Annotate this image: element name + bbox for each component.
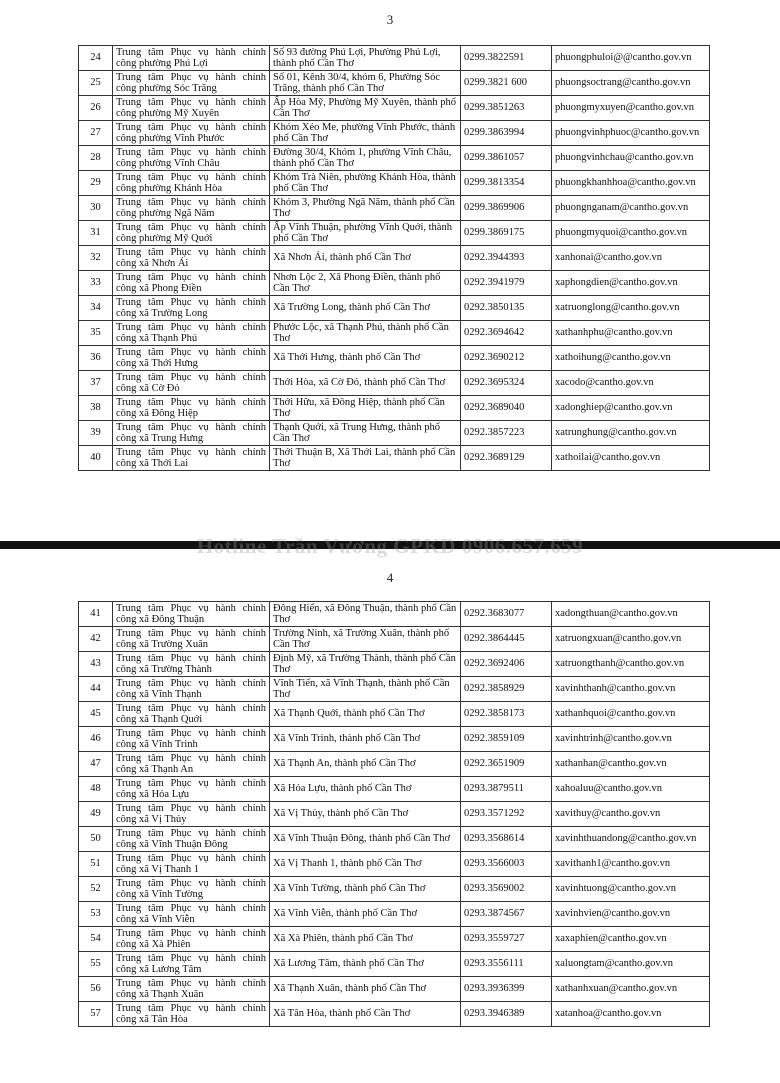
phone-number: 0293.3566003: [461, 852, 552, 877]
phone-number: 0299.3821 600: [461, 71, 552, 96]
phone-number: 0293.3556111: [461, 952, 552, 977]
row-number: 33: [79, 271, 113, 296]
table-row: [79, 446, 710, 471]
phone-number: 0293.3874567: [461, 902, 552, 927]
row-number: 26: [79, 96, 113, 121]
center-address: Khóm 3, Phường Ngã Năm, thành phố Cần Thơ: [270, 196, 461, 221]
row-number: 24: [79, 46, 113, 71]
center-address: Thạnh Quới, xã Trung Hưng, thành phố Cần Thơ: [270, 421, 461, 446]
row-number: 43: [79, 652, 113, 677]
email-address: phuongnganam@cantho.gov.vn: [552, 196, 710, 221]
phone-number: 0292.3850135: [461, 296, 552, 321]
row-number: 39: [79, 421, 113, 446]
center-address: Phước Lộc, xã Thạnh Phú, thành phố Cần Thơ: [270, 321, 461, 346]
center-address: Thới Thuận B, Xã Thới Lai, thành phố Cần Thơ: [270, 446, 461, 471]
table-row: [79, 827, 710, 852]
center-name: Trung tâm Phục vụ hành chính công xã Xà Phiên: [113, 927, 270, 952]
email-address: phuongvinhchau@cantho.gov.vn: [552, 146, 710, 171]
center-name: Trung tâm Phục vụ hành chính công xã Hỏa Lựu: [113, 777, 270, 802]
phone-number: 0292.3690212: [461, 346, 552, 371]
table-body: [79, 46, 710, 471]
page-number: 4: [386, 570, 394, 585]
phone-number: 0293.3571292: [461, 802, 552, 827]
center-name: Trung tâm Phục vụ hành chính công phường Khánh Hòa: [113, 171, 270, 196]
center-address: Xã Vĩnh Thuận Đông, thành phố Cần Thơ: [270, 827, 461, 852]
email-address: phuongvinhphuoc@cantho.gov.vn: [552, 121, 710, 146]
center-address: Số 01, Kênh 30/4, khóm 6, Phường Sóc Trăng, thành phố Cần Thơ: [270, 71, 461, 96]
center-name: Trung tâm Phục vụ hành chính công xã Thới Hưng: [113, 346, 270, 371]
center-address: Xã Vị Thanh 1, thành phố Cần Thơ: [270, 852, 461, 877]
center-name: Trung tâm Phục vụ hành chính công xã Vĩnh Viễn: [113, 902, 270, 927]
center-address: Khóm Trà Niên, phường Khánh Hòa, thành phố Cần Thơ: [270, 171, 461, 196]
table-row: [79, 221, 710, 246]
phone-number: 0293.3936399: [461, 977, 552, 1002]
center-address: Xã Vĩnh Tường, thành phố Cần Thơ: [270, 877, 461, 902]
center-address: Nhơn Lộc 2, Xã Phong Điền, thành phố Cần Thơ: [270, 271, 461, 296]
table-row: [79, 927, 710, 952]
center-name: Trung tâm Phục vụ hành chính công xã Trường Xuân: [113, 627, 270, 652]
center-name: Trung tâm Phục vụ hành chính công xã Vĩnh Thuận Đông: [113, 827, 270, 852]
email-address: phuongmyquoi@cantho.gov.vn: [552, 221, 710, 246]
table-row: [79, 396, 710, 421]
center-name: Trung tâm Phục vụ hành chính công xã Cờ Đỏ: [113, 371, 270, 396]
row-number: 40: [79, 446, 113, 471]
table-row: [79, 96, 710, 121]
email-address: xadongthuan@cantho.gov.vn: [552, 602, 710, 627]
email-address: xatruongxuan@cantho.gov.vn: [552, 627, 710, 652]
phone-number: 0292.3859109: [461, 727, 552, 752]
row-number: 32: [79, 246, 113, 271]
center-name: Trung tâm Phục vụ hành chính công phường Mỹ Xuyên: [113, 96, 270, 121]
email-address: phuongkhanhhoa@cantho.gov.vn: [552, 171, 710, 196]
row-number: 51: [79, 852, 113, 877]
center-name: Trung tâm Phục vụ hành chính công xã Vĩnh Tường: [113, 877, 270, 902]
center-address: Xã Tân Hòa, thành phố Cần Thơ: [270, 1002, 461, 1027]
center-name: Trung tâm Phục vụ hành chính công xã Phong Điền: [113, 271, 270, 296]
row-number: 47: [79, 752, 113, 777]
phone-number: 0299.3822591: [461, 46, 552, 71]
table-row: [79, 121, 710, 146]
email-address: xathanhan@cantho.gov.vn: [552, 752, 710, 777]
phone-number: 0293.3568614: [461, 827, 552, 852]
center-address: Xã Trường Long, thành phố Cần Thơ: [270, 296, 461, 321]
phone-number: 0292.3695324: [461, 371, 552, 396]
center-name: Trung tâm Phục vụ hành chính công phường Vĩnh Châu: [113, 146, 270, 171]
table-row: [79, 902, 710, 927]
email-address: xacodo@cantho.gov.vn: [552, 371, 710, 396]
phone-number: 0299.3861057: [461, 146, 552, 171]
table-row: [79, 727, 710, 752]
phone-number: 0292.3692406: [461, 652, 552, 677]
row-number: 57: [79, 1002, 113, 1027]
center-address: Xã Lương Tâm, thành phố Cần Thơ: [270, 952, 461, 977]
email-address: phuongphuloi@@cantho.gov.vn: [552, 46, 710, 71]
document-page-3: [0, 0, 780, 536]
center-name: Trung tâm Phục vụ hành chính công phường Sóc Trăng: [113, 71, 270, 96]
table-row: [79, 977, 710, 1002]
center-address: Vĩnh Tiến, xã Vĩnh Thạnh, thành phố Cần Thơ: [270, 677, 461, 702]
center-name: Trung tâm Phục vụ hành chính công xã Thạnh Phú: [113, 321, 270, 346]
phone-number: 0292.3857223: [461, 421, 552, 446]
email-address: xavinhvien@cantho.gov.vn: [552, 902, 710, 927]
phone-number: 0292.3944393: [461, 246, 552, 271]
row-number: 52: [79, 877, 113, 902]
center-name: Trung tâm Phục vụ hành chính công phường Phú Lợi: [113, 46, 270, 71]
row-number: 42: [79, 627, 113, 652]
page-number: 3: [386, 12, 394, 27]
email-address: xaluongtam@cantho.gov.vn: [552, 952, 710, 977]
table-row: [79, 271, 710, 296]
center-name: Trung tâm Phục vụ hành chính công xã Thạnh Quới: [113, 702, 270, 727]
phone-number: 0299.3851263: [461, 96, 552, 121]
phone-number: 0292.3689129: [461, 446, 552, 471]
phone-number: 0293.3559727: [461, 927, 552, 952]
center-name: Trung tâm Phục vụ hành chính công xã Vĩnh Thạnh: [113, 677, 270, 702]
row-number: 37: [79, 371, 113, 396]
center-address: Xã Vĩnh Viễn, thành phố Cần Thơ: [270, 902, 461, 927]
row-number: 31: [79, 221, 113, 246]
phone-number: 0293.3946389: [461, 1002, 552, 1027]
center-name: Trung tâm Phục vụ hành chính công xã Vị Thanh 1: [113, 852, 270, 877]
center-address: Xã Thạnh Xuân, thành phố Cần Thơ: [270, 977, 461, 1002]
service-center-table: [78, 45, 710, 471]
row-number: 48: [79, 777, 113, 802]
phone-number: 0299.3869175: [461, 221, 552, 246]
email-address: xavinhtrinh@cantho.gov.vn: [552, 727, 710, 752]
table-row: [79, 852, 710, 877]
email-address: xaxaphien@cantho.gov.vn: [552, 927, 710, 952]
table-row: [79, 46, 710, 71]
center-address: Xã Thới Hưng, thành phố Cần Thơ: [270, 346, 461, 371]
center-name: Trung tâm Phục vụ hành chính công xã Trường Long: [113, 296, 270, 321]
email-address: xathanhxuan@cantho.gov.vn: [552, 977, 710, 1002]
email-address: xathanhquoi@cantho.gov.vn: [552, 702, 710, 727]
email-address: xavithanh1@cantho.gov.vn: [552, 852, 710, 877]
row-number: 56: [79, 977, 113, 1002]
table-row: [79, 602, 710, 627]
page-separator: [0, 541, 780, 549]
center-name: Trung tâm Phục vụ hành chính công phường Mỹ Quới: [113, 221, 270, 246]
phone-number: 0293.3569002: [461, 877, 552, 902]
phone-number: 0293.3879511: [461, 777, 552, 802]
document-page-4: [0, 552, 780, 1083]
phone-number: 0292.3683077: [461, 602, 552, 627]
table-row: [79, 321, 710, 346]
center-name: Trung tâm Phục vụ hành chính công xã Tân Hòa: [113, 1002, 270, 1027]
phone-number: 0292.3941979: [461, 271, 552, 296]
center-address: Xã Thạnh Quới, thành phố Cần Thơ: [270, 702, 461, 727]
email-address: xahoaluu@cantho.gov.vn: [552, 777, 710, 802]
table-row: [79, 371, 710, 396]
center-name: Trung tâm Phục vụ hành chính công xã Lương Tâm: [113, 952, 270, 977]
table-row: [79, 296, 710, 321]
phone-number: 0292.3858929: [461, 677, 552, 702]
row-number: 54: [79, 927, 113, 952]
row-number: 49: [79, 802, 113, 827]
email-address: xavinhthanh@cantho.gov.vn: [552, 677, 710, 702]
center-name: Trung tâm Phục vụ hành chính công xã Vị Thủy: [113, 802, 270, 827]
row-number: 41: [79, 602, 113, 627]
center-address: Trường Ninh, xã Trường Xuân, thành phố Cần Thơ: [270, 627, 461, 652]
email-address: xadonghiep@cantho.gov.vn: [552, 396, 710, 421]
phone-number: 0299.3863994: [461, 121, 552, 146]
center-name: Trung tâm Phục vụ hành chính công xã Đông Hiệp: [113, 396, 270, 421]
row-number: 34: [79, 296, 113, 321]
center-address: Xã Xà Phiên, thành phố Cần Thơ: [270, 927, 461, 952]
email-address: xatanhoa@cantho.gov.vn: [552, 1002, 710, 1027]
row-number: 46: [79, 727, 113, 752]
center-name: Trung tâm Phục vụ hành chính công phường Ngã Năm: [113, 196, 270, 221]
row-number: 36: [79, 346, 113, 371]
email-address: xatrunghung@cantho.gov.vn: [552, 421, 710, 446]
phone-number: 0299.3869906: [461, 196, 552, 221]
row-number: 29: [79, 171, 113, 196]
service-center-table: [78, 601, 710, 1027]
center-address: Số 93 đường Phú Lợi, Phường Phú Lợi, thành phố Cần Thơ: [270, 46, 461, 71]
center-name: Trung tâm Phục vụ hành chính công xã Trường Thành: [113, 652, 270, 677]
email-address: xanhonai@cantho.gov.vn: [552, 246, 710, 271]
row-number: 38: [79, 396, 113, 421]
email-address: xathoihung@cantho.gov.vn: [552, 346, 710, 371]
center-address: Xã Hỏa Lựu, thành phố Cần Thơ: [270, 777, 461, 802]
phone-number: 0299.3813354: [461, 171, 552, 196]
row-number: 55: [79, 952, 113, 977]
center-name: Trung tâm Phục vụ hành chính công xã Vĩnh Trinh: [113, 727, 270, 752]
center-name: Trung tâm Phục vụ hành chính công xã Trung Hưng: [113, 421, 270, 446]
email-address: phuongmyxuyen@cantho.gov.vn: [552, 96, 710, 121]
row-number: 44: [79, 677, 113, 702]
row-number: 28: [79, 146, 113, 171]
table-row: [79, 1002, 710, 1027]
center-name: Trung tâm Phục vụ hành chính công xã Thới Lai: [113, 446, 270, 471]
center-address: Định Mỹ, xã Trường Thành, thành phố Cần Thơ: [270, 652, 461, 677]
row-number: 53: [79, 902, 113, 927]
center-address: Đường 30/4, Khóm 1, phường Vĩnh Châu, thành phố Cần Thơ: [270, 146, 461, 171]
phone-number: 0292.3689040: [461, 396, 552, 421]
email-address: xaphongdien@cantho.gov.vn: [552, 271, 710, 296]
email-address: xatruonglong@cantho.gov.vn: [552, 296, 710, 321]
center-address: Ấp Hòa Mỹ, Phường Mỹ Xuyên, thành phố Cần Thơ: [270, 96, 461, 121]
email-address: xavinhtuong@cantho.gov.vn: [552, 877, 710, 902]
row-number: 45: [79, 702, 113, 727]
row-number: 25: [79, 71, 113, 96]
email-address: xatruongthanh@cantho.gov.vn: [552, 652, 710, 677]
row-number: 35: [79, 321, 113, 346]
table-body: [79, 602, 710, 1027]
table-row: [79, 246, 710, 271]
row-number: 30: [79, 196, 113, 221]
phone-number: 0292.3858173: [461, 702, 552, 727]
table-row: [79, 702, 710, 727]
table-row: [79, 346, 710, 371]
table-row: [79, 802, 710, 827]
table-row: [79, 752, 710, 777]
email-address: xathoilai@cantho.gov.vn: [552, 446, 710, 471]
email-address: xathanhphu@cantho.gov.vn: [552, 321, 710, 346]
center-address: Thới Hữu, xã Đông Hiệp, thành phố Cần Thơ: [270, 396, 461, 421]
table-row: [79, 627, 710, 652]
row-number: 50: [79, 827, 113, 852]
table-row: [79, 71, 710, 96]
center-address: Đông Hiển, xã Đông Thuận, thành phố Cần Thơ: [270, 602, 461, 627]
center-address: Thới Hòa, xã Cờ Đỏ, thành phố Cần Thơ: [270, 371, 461, 396]
table-row: [79, 652, 710, 677]
table-row: [79, 877, 710, 902]
center-name: Trung tâm Phục vụ hành chính công phường Vĩnh Phước: [113, 121, 270, 146]
center-address: Xã Vị Thủy, thành phố Cần Thơ: [270, 802, 461, 827]
table-row: [79, 777, 710, 802]
phone-number: 0292.3651909: [461, 752, 552, 777]
center-name: Trung tâm Phục vụ hành chính công xã Thạnh An: [113, 752, 270, 777]
row-number: 27: [79, 121, 113, 146]
center-name: Trung tâm Phục vụ hành chính công xã Thạnh Xuân: [113, 977, 270, 1002]
phone-number: 0292.3694642: [461, 321, 552, 346]
table-row: [79, 952, 710, 977]
table-row: [79, 171, 710, 196]
email-address: xavithuy@cantho.gov.vn: [552, 802, 710, 827]
table-row: [79, 677, 710, 702]
table-row: [79, 421, 710, 446]
center-address: Khóm Xẻo Me, phường Vĩnh Phước, thành phố Cần Thơ: [270, 121, 461, 146]
center-address: Xã Thạnh An, thành phố Cần Thơ: [270, 752, 461, 777]
center-name: Trung tâm Phục vụ hành chính công xã Nhơn Ái: [113, 246, 270, 271]
watermark: Hotline Trần Vương GPKD 0906.657.659: [196, 534, 584, 558]
center-address: Xã Nhơn Ái, thành phố Cần Thơ: [270, 246, 461, 271]
table-row: [79, 196, 710, 221]
center-name: Trung tâm Phục vụ hành chính công xã Đông Thuận: [113, 602, 270, 627]
phone-number: 0292.3864445: [461, 627, 552, 652]
email-address: xavinhthuandong@cantho.gov.vn: [552, 827, 710, 852]
center-address: Xã Vĩnh Trinh, thành phố Cần Thơ: [270, 727, 461, 752]
center-address: Ấp Vĩnh Thuận, phường Vĩnh Quới, thành phố Cần Thơ: [270, 221, 461, 246]
table-row: [79, 146, 710, 171]
email-address: phuongsoctrang@cantho.gov.vn: [552, 71, 710, 96]
